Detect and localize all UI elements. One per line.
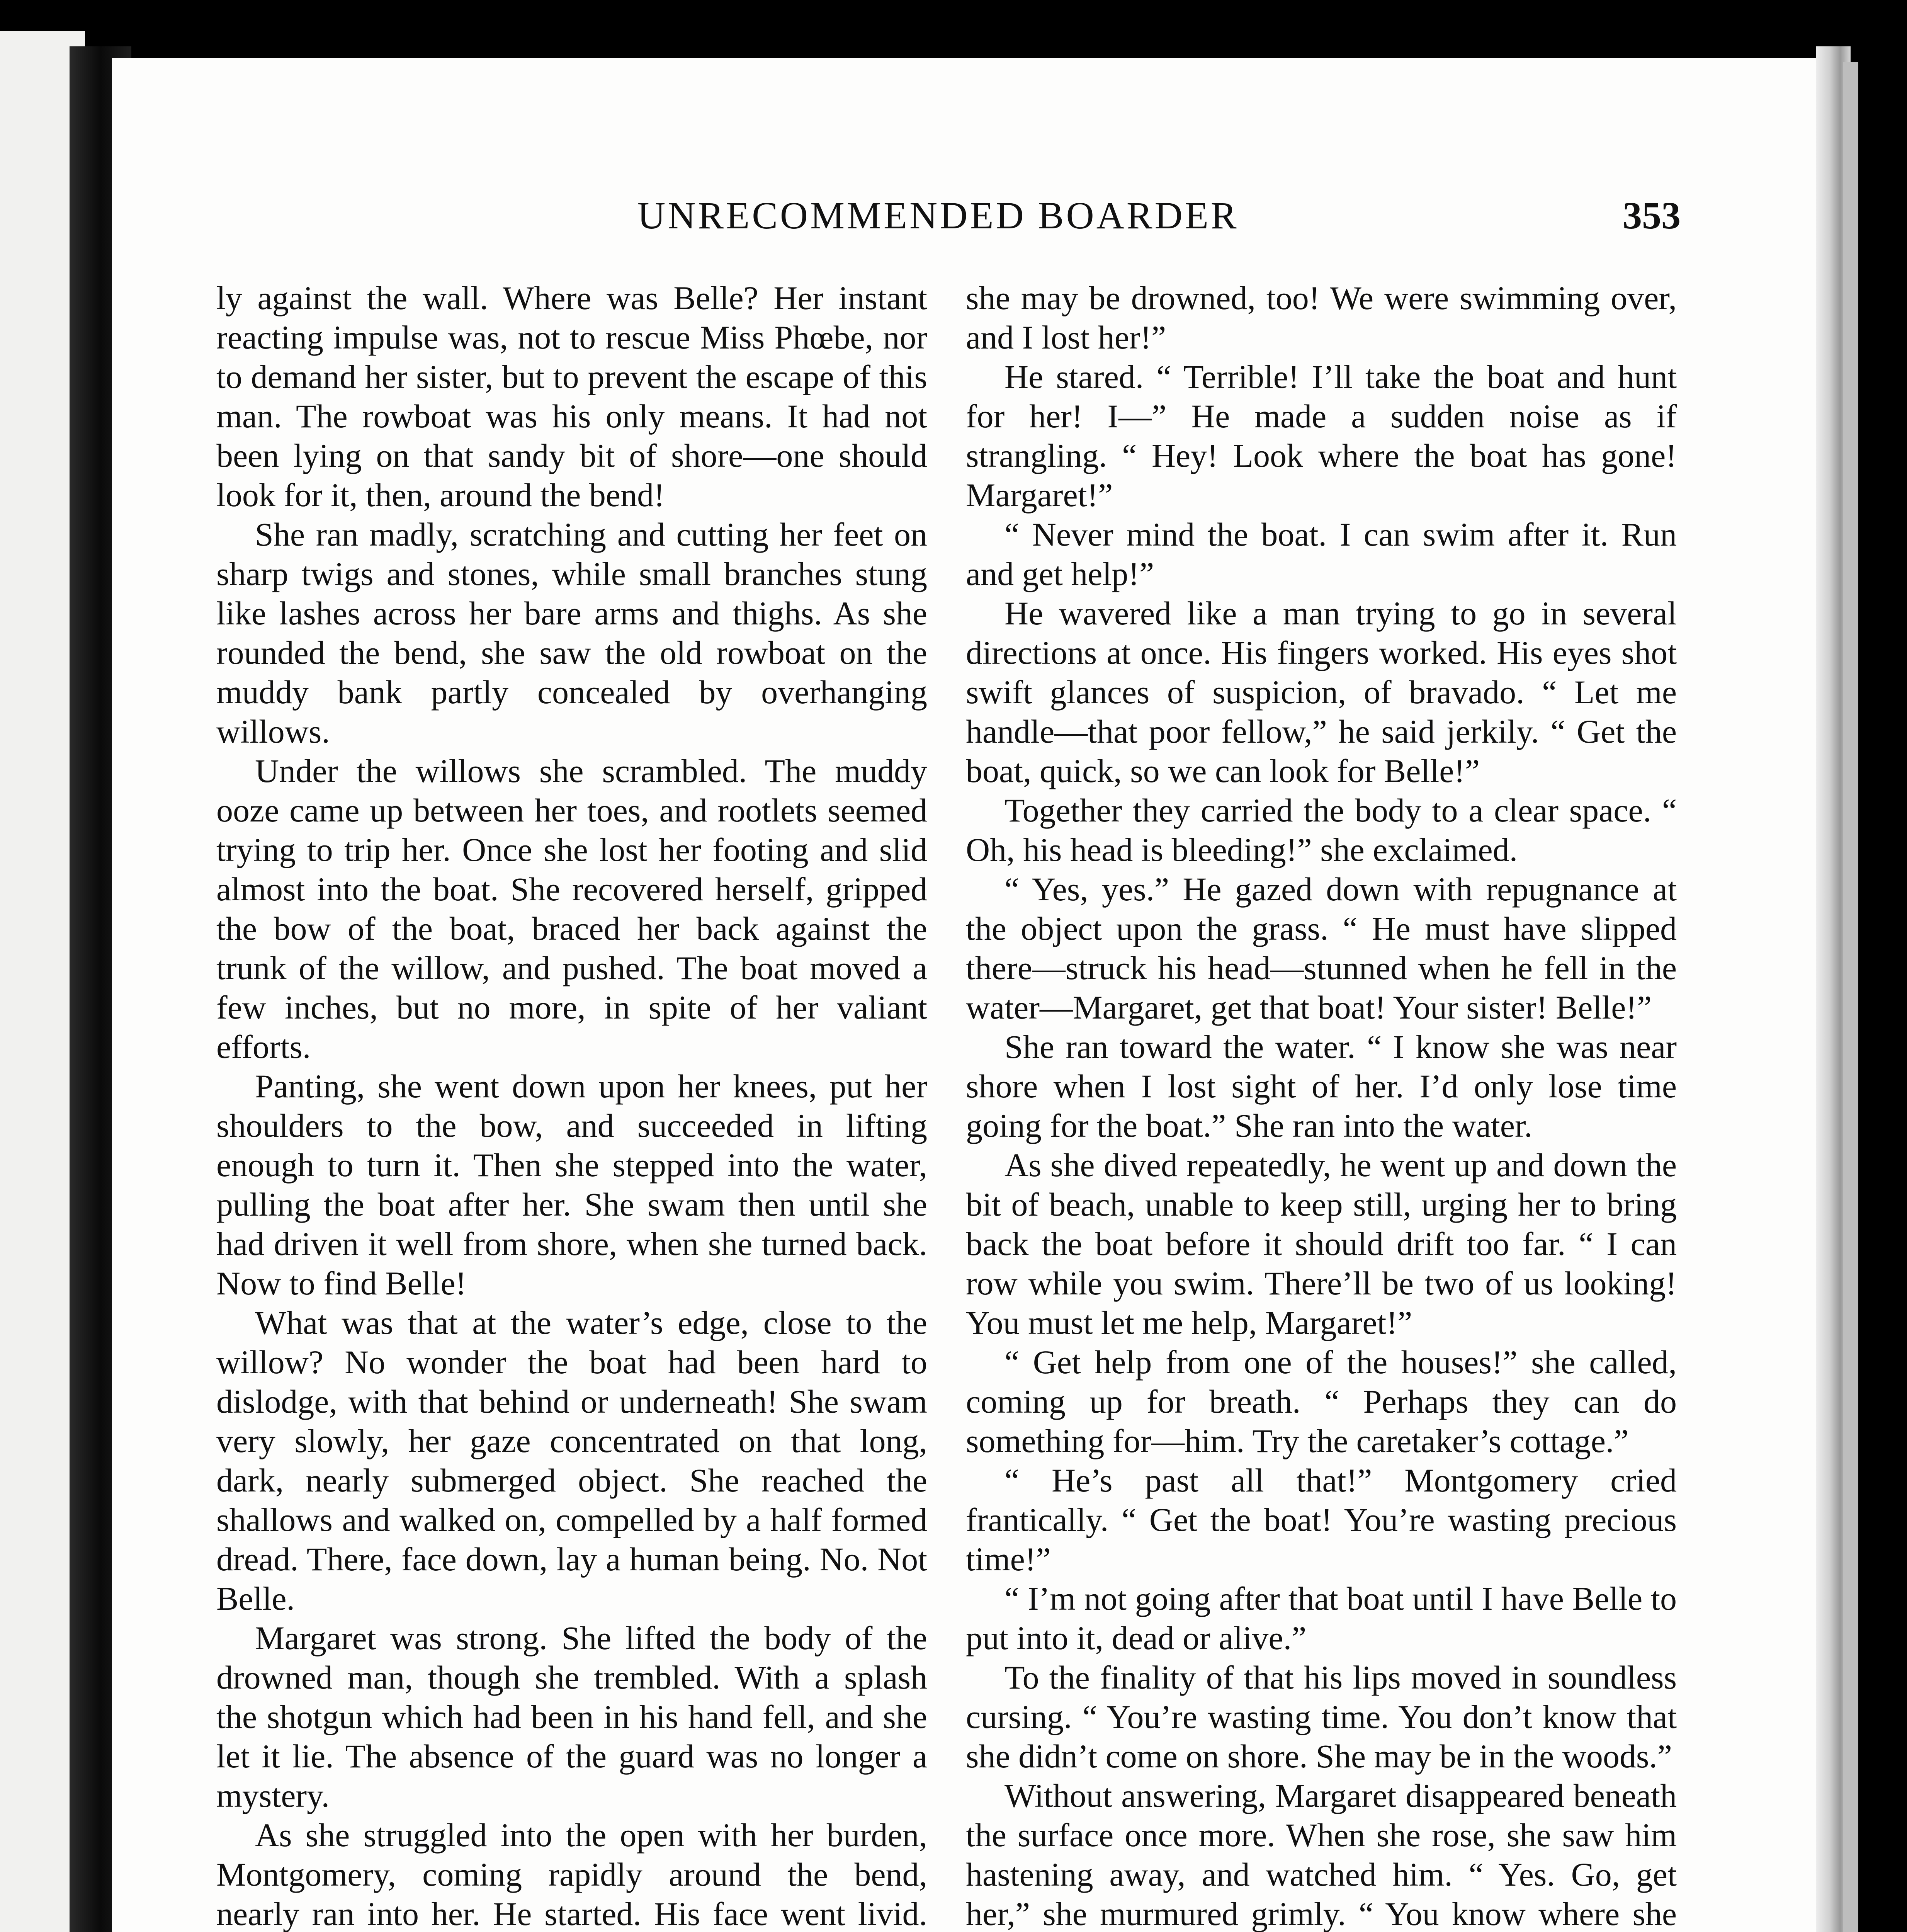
paragraph: Under the willows she scrambled. The muddy ooze came up between her toes, and rootlets seemed trying to trip her. Once she lost her footing and slid almost into the boat. She recovered herself, gripped the bow of the boat, braced her back against the trunk of the willow, and pushed. The boat moved a few inches, but no more, in spite of her valiant efforts. — [216, 752, 927, 1065]
right-text-column — [966, 278, 1677, 1932]
page-stack-edge-inner — [1843, 62, 1858, 1932]
paragraph: What was that at the water’s edge, close to the willow? No wonder the boat had been hard to dislodge, with that behind or underneath! She swam very slowly, her gaze concentrated on that long, dark, nearly submerged object. She reached the shallows and walked on, compelled by a half formed dread. There, face down, lay a human being. No. Not Belle. — [216, 1304, 927, 1617]
paragraph: “ Never mind the boat. I can swim after it. Run and get help!” — [966, 516, 1677, 592]
running-head: UNRECOMMENDED BOARDER — [637, 194, 1239, 237]
paragraph: As she dived repeatedly, he went up and down the bit of beach, unable to keep still, urging her to bring back the boat before it should drift too far. “ I can row while you swim. There’ll be two of us looking! You must let me help, Margaret!” — [966, 1146, 1677, 1341]
paragraph: Margaret was strong. She lifted the body of the drowned man, though she trembled. With a splash the shotgun which had been in his hand fell, and she let it lie. The absence of the guard was no longer a mystery. — [216, 1619, 927, 1814]
paragraph: she may be drowned, too! We were swimming over, and I lost her!” — [966, 279, 1677, 356]
paragraph: To the finality of that his lips moved in soundless cursing. “ You’re wasting time. You don’t know that she didn’t come on shore. She may be in the woods.” — [966, 1659, 1677, 1775]
paragraph: He stared. “ Terrible! I’ll take the boat and hunt for her! I—” He made a sudden noise as if strangling. “ Hey! Look where the boat has gone! Margaret!” — [966, 358, 1677, 514]
paragraph: “ Yes, yes.” He gazed down with repugnance at the object upon the grass. “ He must have slipped there—struck his head—stunned when he fell in the water—Margaret, get that boat! Your sister! Belle!” — [966, 871, 1677, 1026]
paragraph: He wavered like a man trying to go in several directions at once. His fingers worked. His eyes shot swift glances of suspicion, of bravado. “ Let me handle—that poor fellow,” he said jerkily. “ Get the boat, quick, so we can look for Belle!” — [966, 595, 1677, 789]
page-number: 353 — [1623, 194, 1681, 237]
left-text-column — [216, 278, 927, 1932]
paragraph: “ I’m not going after that boat until I have Belle to put into it, dead or alive.” — [966, 1580, 1677, 1656]
paragraph: Together they carried the body to a clear space. “ Oh, his head is bleeding!” she exclaimed. — [966, 792, 1677, 868]
paragraph: Without answering, Margaret disappeared beneath the surface once more. When she rose, she saw him hastening away, and watched him. “ Yes. Go, get her,” she murmured grimly. “ You know where she — [966, 1777, 1677, 1932]
paragraph: “ Get help from one of the houses!” she called, coming up for breath. “ Perhaps they can do something for—him. Try the caretaker’s cottage.” — [966, 1344, 1677, 1459]
paragraph: She ran madly, scratching and cutting her feet on sharp twigs and stones, while small branches stung like lashes across her bare arms and thighs. As she rounded the bend, she saw the old rowboat on the muddy bank partly concealed by overhanging willows. — [216, 516, 927, 750]
paragraph: Panting, she went down upon her knees, put her shoulders to the bow, and succeeded in lifting enough to turn it. Then she stepped into the water, pulling the boat after her. She swam then until she had driven it well from shore, when she turned back. Now to find Belle! — [216, 1068, 927, 1302]
paragraph: ly against the wall. Where was Belle? Her instant reacting impulse was, not to rescue Miss Phœbe, nor to demand her sister, but to prevent the escape of this man. The rowboat was his only means. It had not been lying on that sandy bit of shore—one should look for it, then, around the bend! — [216, 279, 927, 514]
paragraph: She ran toward the water. “ I know she was near shore when I lost sight of her. I’d only lose time going for the boat.” She ran into the water. — [966, 1028, 1677, 1144]
paragraph: As she struggled into the open with her burden, Montgomery, coming rapidly around the bend, nearly ran into her. He started. His face went livid. — [216, 1816, 927, 1932]
page-header — [637, 193, 1681, 251]
paragraph: “ He’s past all that!” Montgomery cried frantically. “ Get the boat! You’re wasting precious time!” — [966, 1462, 1677, 1578]
